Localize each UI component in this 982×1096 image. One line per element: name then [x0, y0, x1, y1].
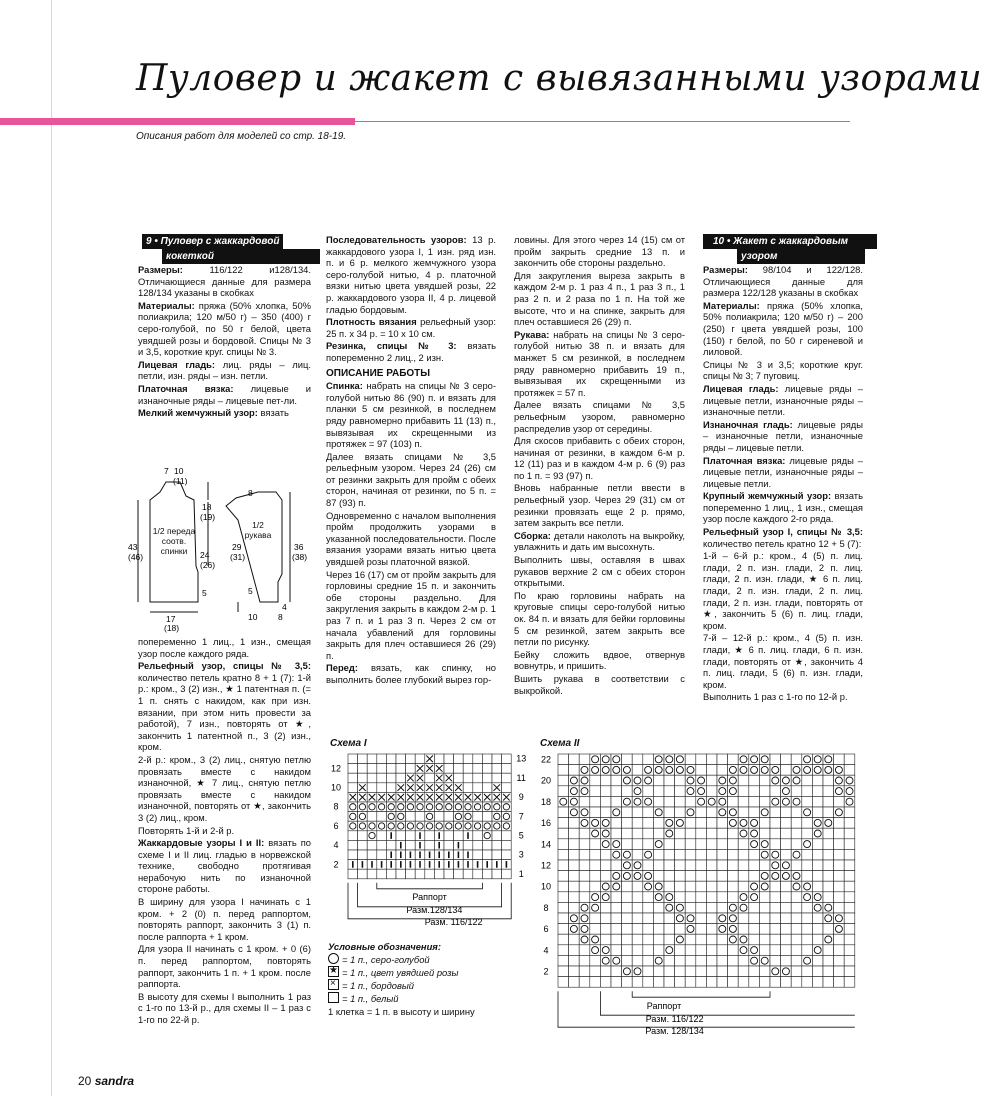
legend-item-4: = 1 п., белый — [328, 992, 475, 1005]
relief-10-row7: 7-й – 12-й р.: кром., 4 (5) п. изн. глади, ★ 6 п. лиц. глади, 6 п. изн. глади, повторять от ★, закончить 4 п. лиц. глади, 5 (6) п. изн. глади, кром. — [703, 632, 863, 690]
materials-10-label: Материалы: — [703, 299, 760, 311]
neck-round-text: Для закругления выреза закрыть в каждом 2-м р. 1 раз 4 п., 1 раз 3 п., 1 раз 2 п. и 2 раза по 1 п. На той же высоте, что и на спинке, закрыть для плеч оставшиеся 26 (29) п. — [514, 269, 685, 328]
seed-stitch-text: вязать — [257, 407, 289, 419]
jacquard-width-2: Для узора II начинать с 1 кром. + 0 (6) п. перед раппортом, повторять раппорт, закончить 1 п. + 1 кром. после раппорта. — [138, 943, 311, 990]
jacquard-width-1: В ширину для узора I начинать с 1 кром. + 2 (0) п. перед раппортом, повторять раппорт, закончить 3 (1) п. после раппорта + 1 кром. — [138, 896, 311, 942]
materials-text: пряжа (50% хлопка, 50% полиакрила; 120 м/50 г) – 350 (400) г серо-голубой, по 50 г белой, цвета увядшей розы и бордовой. Спицы № 3 и 3,5, короткие круг. спицы № 3. — [138, 299, 311, 358]
schema-1-row-label: 10 — [330, 782, 342, 793]
schema-2-row-label: 16 — [540, 818, 552, 829]
model-10-header-line2: узором — [737, 249, 865, 264]
back-text: набрать на спицы № 3 серо-голубой нитью 86 (90) п. и вязать для планки 5 см резинкой, в последнем ряду равномерно прибавить 11 (13) п., вывязывая их скрещенными из протяжек = 97 (103) п. — [326, 380, 496, 450]
relief-text: количество петель кратно 8 + 1 (7): 1-й р.: кром., 3 (2) изн., ★ 1 патентная п. (= 1 п. снять с накидом, как при изн. вязании, при этом нить провести за работой), 7 изн., повторять от ★, закончить 1 патентной п., 3 (2) изн., кром. — [138, 671, 311, 753]
label-5b: 5 — [248, 586, 253, 596]
garter-10-label: Платочная вязка: — [703, 454, 786, 466]
schema-2-row-label: 8 — [543, 902, 549, 913]
page-number: 20 — [78, 1074, 92, 1088]
label-19: (19) — [200, 512, 216, 522]
column-1-bottom — [138, 636, 311, 1027]
relief-10-label: Рельефный узор I, спицы № 3,5: — [703, 526, 863, 538]
schema-2-title: Схема II — [540, 738, 580, 749]
back-text-3: Одновременно с началом выполнения пройм продолжить узорами в указанной последовательности. После вязания узорами вязать нитью цвета увядшей розы платочной вязкой. — [326, 509, 496, 568]
schema-1-row-label: 9 — [518, 792, 524, 803]
schema-2-row-label: 22 — [540, 754, 552, 765]
label-29: 29 — [232, 542, 242, 552]
assembly-text: детали наколоть на выкройку, увлажнить и дать им высохнуть. — [514, 529, 685, 553]
relief-label: Рельефный узор, спицы № 3,5: — [138, 660, 311, 672]
relief-10-text: количество петель кратно 12 + 5 (7): — [703, 537, 862, 549]
neck-text: ловины. Для этого через 14 (15) см от пройм закрыть средние 13 п. и закончить обе стороны раздельно. — [514, 234, 685, 269]
back-text-4: Через 16 (17) см от пройм закрыть для горловины средние 15 п. и закончить обе стороны раздельно. Для закругления закрыть в каждом 2-м р. 1 раз 7 п. и 1 раз 3 п. Через 2 см от начала убавлений для горловины закрыть для плеч оставшиеся 26 (29) п. — [326, 568, 496, 661]
star-symbol-icon: ★ — [329, 965, 338, 976]
sleeves-text-2: Далее вязать спицами № 3,5 рельефным узором, равномерно распределив узор от середины. — [514, 399, 685, 434]
empty-symbol-icon — [328, 992, 339, 1003]
schema-1-row-label: 13 — [516, 753, 527, 764]
schema-1-row-label: 3 — [518, 849, 524, 860]
label-18: 18 — [202, 502, 212, 512]
page-subtitle: Описания работ для моделей со стр. 18-19. — [136, 131, 347, 142]
label-10: 10 — [174, 466, 184, 476]
schema-2-size-b: Разм. 128/134 — [645, 1026, 704, 1037]
schema-2-row-label: 10 — [540, 881, 552, 892]
sizes-label: Размеры: — [138, 264, 183, 275]
jacquard-height: В высоту для схемы I выполнить 1 раз с 1-го по 13-й р., для схемы II – 1 раз с 1-го по 22-й р. — [138, 990, 311, 1025]
schema-1-row-label: 12 — [330, 763, 342, 774]
garter-text-end: ли. — [283, 394, 297, 406]
schema-1-row-label: 11 — [516, 772, 526, 783]
garter-label: Платочная вязка: — [138, 382, 234, 394]
sequence-label: Последовательность узоров: — [326, 234, 467, 245]
sequence-text: 13 р. жаккардового узора I, 1 изн. ряд изн. п. и 6 р. мелкого жемчужного узора серо-голубой нитью, 4 р. платочной вязки нитью цвета увядшей розы, 22 р. жаккардового узора II, 4 р. лицевой гладью бордовым. — [326, 234, 496, 315]
rib-label: Резинка, спицы № 3: — [326, 340, 457, 352]
relief-10-once: Выполнить 1 раз с 1-го по 12-й р. — [703, 691, 848, 703]
reverse-10-text: лицевые ряды – изнаночные петли, изнаночные ряды – лицевые петли. — [703, 418, 863, 453]
stockinette-10-label: Лицевая гладь: — [703, 382, 779, 394]
label-17: 17 — [166, 614, 176, 624]
assembly-text-4: Бейку сложить вдвое, отвернув вовнутрь, и пришить. — [514, 648, 685, 672]
gauge-text: рельефный узор: 25 п. х 34 р. = 10 х 10 см. — [326, 316, 496, 339]
circle-symbol-icon — [328, 953, 339, 964]
sizes-10-text: 98/104 и 122/128. Отличающиеся данные для размера 122/128 указаны в скобках — [703, 264, 863, 299]
assembly-text-2: Выполнить швы, оставляя в швах рукавов верхние 2 см с обеих сторон открытыми. — [514, 554, 685, 589]
schema-1-rapport-label: Раппорт — [412, 891, 447, 902]
schema-2-row-label: 2 — [543, 966, 549, 977]
relief-10-row1: 1-й – 6-й р.: кром., 4 (5) п. лиц. глади, 2 п. изн. глади, 2 п. лиц. глади, 2 п. изн. глади, ★ 6 п. лиц. глади, 2 п. изн. глади, 2 п. лиц. глади, 2 п. изн. глади, повторять от ★, закончить 5 (6) п. лиц. глади, кром. — [703, 550, 863, 631]
legend-item-3: × = 1 п., бордовый — [330, 978, 414, 991]
schema-1-row-label: 2 — [333, 859, 339, 870]
gauge-label: Плотность вязания — [326, 316, 417, 328]
schema-1-row-label: 1 — [518, 868, 524, 879]
model-10-header-line1: 10 • Жакет с жаккардовым — [703, 234, 877, 249]
relief-repeat: Повторять 1-й и 2-й р. — [138, 824, 235, 836]
schema-1-grid — [348, 754, 511, 879]
seed-stitch-cont: попеременно 1 лиц., 1 изн., смещая узор после каждого ряда. — [138, 636, 311, 659]
relief-row2: 2-й р.: кром., 3 (2) лиц., снятую петлю провязать вместе с накидом изнаночной, ★ 7 лиц., снятую петлю провязать вместе с накидом изнаночной, повторять от ★, закончить 3 (2) лиц., кром. — [138, 753, 311, 823]
reverse-10-label: Изнаночная гладь: — [703, 418, 793, 430]
label-36: 36 — [294, 542, 304, 552]
schema-2-chart — [534, 752, 850, 1037]
assembly-label: Сборка: — [514, 529, 551, 541]
sizes-text: 116/122 и128/134. Отличающиеся данные для размера 128/134 указаны в скобках — [138, 264, 311, 299]
assembly-text-5: Вшить рукава в соответствии с выкройкой. — [514, 672, 685, 696]
work-description-heading: ОПИСАНИЕ РАБОТЫ — [326, 367, 431, 379]
column-4 — [703, 234, 864, 704]
legend-item-1: = 1 п., серо-голубой — [328, 953, 475, 966]
page-title: Пуловер и жакет с вывязанными узорами — [136, 58, 982, 99]
cross-symbol-icon: × — [328, 979, 339, 990]
legend-title: Условные обозначения: — [328, 941, 441, 952]
label-24: 24 — [200, 550, 210, 560]
schema-2-row-label: 12 — [540, 860, 552, 871]
materials-10-text: пряжа (50% хлопка, 50% полиакрила; 120 м/50 г) – 200 (250) г цвета увядшей розы, 100 (150) г белой, по 50 г сиреневой и лиловой. — [703, 299, 863, 358]
seed-stitch-label: Мелкий жемчужный узор: — [138, 407, 258, 419]
model-10-header — [703, 234, 850, 264]
model-9-header-line1: 9 • Пуловер с жаккардовой — [142, 234, 283, 249]
needles-10-text: Спицы № 3 и 3,5; короткие круг. спицы № 3; 7 пуговиц. — [703, 358, 863, 382]
moss-10-text: вязать попеременно 1 лиц., 1 изн., смещая узор после каждого 2-го ряда. — [703, 490, 863, 525]
legend-item-2: ★ = 1 п., цвет увядшей розы — [329, 965, 459, 978]
label-10b: 10 — [248, 612, 258, 622]
model-9-header — [138, 234, 311, 264]
schema-2-row-label: 4 — [543, 945, 549, 956]
back-text-2: Далее вязать спицами № 3,5 рельефным узором. Через 24 (26) см от резинки закрыть для пройм с обеих сторон, начиная от резинки, по 5 п. = 87 (93) п. — [326, 450, 496, 509]
sleeves-text: набрать на спицы № 3 серо-голубой нитью 38 п. и вязать для манжет 5 см резинкой, в последнем ряду равномерно прибавить 19 п., вывязывая их скрещенными из протяжек = 57 п. — [514, 328, 685, 398]
column-2 — [326, 234, 496, 687]
model-9-header-line2: кокеткой — [162, 249, 320, 264]
column-3 — [514, 234, 685, 697]
label-38: (38) — [292, 552, 308, 562]
schema-1-row-label: 6 — [333, 820, 339, 831]
sleeves-label: Рукава: — [514, 328, 550, 340]
schema-1-row-label: 7 — [518, 811, 524, 822]
label-18b: (18) — [164, 623, 180, 633]
schema-2-size-a: Разм. 116/122 — [645, 1014, 704, 1025]
label-43: 43 — [128, 542, 138, 552]
stockinette-label: Лицевая гладь: — [138, 358, 216, 370]
label-11: (11) — [173, 476, 188, 486]
pattern-schematics — [128, 462, 318, 632]
moss-10-label: Крупный жемчужный узор: — [703, 490, 832, 502]
column-1 — [138, 234, 311, 420]
legend — [328, 940, 475, 1018]
label-8: 8 — [248, 488, 253, 498]
stockinette-text: лиц. ряды – лиц. петли, изн. ряды – изн. петли. — [138, 358, 311, 382]
schema-2-grid — [558, 754, 855, 987]
sleeves-text-3: Для скосов прибавить с обеих сторон, начиная от резинки, в каждом 6-м р. 12 (11) раз и в каждом 4-м р. 6 (9) раз по 1 п. = 93 (97) п. — [514, 435, 685, 481]
sizes-10-label: Размеры: — [703, 264, 748, 275]
pink-accent-bar — [0, 118, 355, 125]
schema-1-row-label: 5 — [518, 830, 524, 841]
schema-1-chart — [326, 752, 526, 938]
schema-1-row-label: 8 — [333, 801, 339, 812]
pink-accent-line — [355, 121, 850, 122]
garter-text: лицевые и изнаночные ряды – лицевые пет- — [138, 382, 311, 406]
rib-text: вязать попеременно 2 лиц., 2 изн. — [326, 340, 496, 363]
label-31: (31) — [230, 552, 246, 562]
materials-label: Материалы: — [138, 299, 195, 311]
brand-name: sandra — [94, 1074, 135, 1088]
front-label: 1/2 переда соотв. спинки — [152, 526, 196, 556]
schema-1-size-b: Разм. 116/122 — [424, 916, 483, 927]
garter-10-text: лицевые ряды – лицевые петли, изнаночные ряды – лицевые петли. — [703, 454, 864, 489]
stockinette-10-text: лицевые ряды – лицевые петли, изнаночные ряды – изнаночные петли. — [703, 382, 863, 418]
schema-2-row-label: 14 — [540, 839, 552, 850]
sleeves-text-4: Вновь набранные петли ввести в рельефный узор. Через 29 (31) см от резинки провязать еще 2 р. прямо, затем закрыть все петли. — [514, 482, 685, 529]
legend-note: 1 клетка = 1 п. в высоту и ширину — [328, 1006, 475, 1017]
schema-2-row-label: 20 — [540, 775, 552, 786]
page-fold-line — [51, 0, 52, 1096]
label-26: (26) — [200, 560, 216, 570]
jacquard-label: Жаккардовые узоры I и II: — [138, 837, 265, 849]
front-label-text: Перед: — [326, 662, 358, 674]
schema-1-row-label: 4 — [333, 840, 339, 851]
label-4: 4 — [282, 602, 287, 612]
label-8b: 8 — [278, 612, 283, 622]
label-46: (46) — [128, 552, 144, 562]
back-label: Спинка: — [326, 380, 363, 392]
page-footer — [78, 1074, 134, 1088]
schema-1-size-a: Разм.128/134 — [406, 904, 463, 915]
front-text: вязать, как спинку, но выполнить более глубокий вырез гор- — [326, 662, 496, 685]
label-7: 7 — [164, 466, 169, 476]
schema-2-row-label: 6 — [543, 924, 549, 935]
jacquard-text: вязать по схеме I и II лиц. гладью в норвежской технике, свободно протягивая нерабочую нить по изнаночной стороне работы. — [138, 837, 312, 895]
assembly-text-3: По краю горловины набрать на круговые спицы серо-голубой нитью ок. 84 п. и вязать для бейки горловины 5 см резинкой, затем закрыть все петли по рисунку. — [514, 589, 685, 648]
schema-1-title: Схема I — [330, 738, 367, 749]
schema-2-rapport-label: Раппорт — [646, 1001, 682, 1012]
label-5: 5 — [202, 588, 207, 598]
sleeve-label: 1/2 рукава — [244, 520, 272, 540]
schema-2-row-label: 18 — [540, 796, 552, 807]
